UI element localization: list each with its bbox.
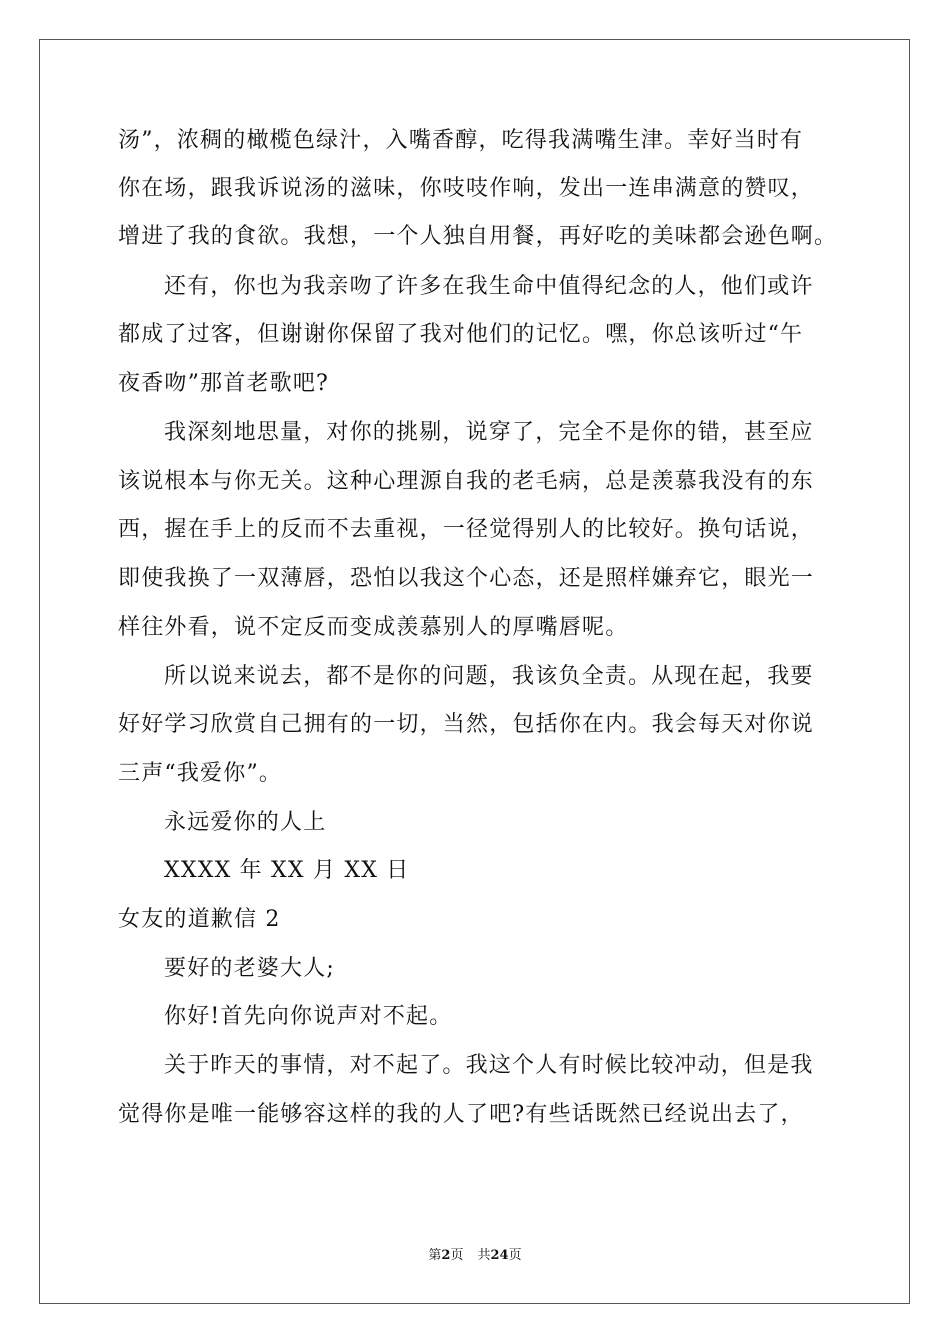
text-line: 夜香吻”那首老歌吧? (118, 371, 330, 396)
total-page-count: 24 (490, 1248, 509, 1263)
date-line: XXXX 年 XX 月 XX 日 (164, 858, 410, 883)
text-line: 还有，你也为我亲吻了许多在我生命中值得纪念的人，他们或许 (164, 274, 814, 299)
text-line: 该说根本与你无关。这种心理源自我的老毛病，总是羡慕我没有的东 (118, 469, 815, 494)
salutation-line: 要好的老婆大人; (164, 956, 336, 981)
page-unit: 页 (450, 1248, 464, 1263)
current-page-number: 2 (441, 1248, 451, 1263)
text-line: 关于昨天的事情，对不起了。我这个人有时候比较冲动，但是我 (164, 1053, 814, 1078)
total-unit: 页 (508, 1248, 522, 1263)
text-line: 好好学习欣赏自己拥有的一切，当然，包括你在内。我会每天对你说 (118, 712, 815, 737)
text-line: 汤”，浓稠的橄榄色绿汁，入嘴香醇，吃得我满嘴生津。幸好当时有 (118, 128, 804, 153)
text-line: 所以说来说去，都不是你的问题，我该负全责。从现在起，我要 (164, 664, 814, 689)
text-line: 你在场，跟我诉说汤的滋味，你吱吱作响，发出一连串满意的赞叹， (118, 176, 815, 201)
signature-line: 永远爱你的人上 (164, 810, 327, 835)
total-prefix: 共 (477, 1248, 491, 1263)
text-line: 都成了过客，但谢谢你保留了我对他们的记忆。嘿，你总该听过“午 (118, 322, 804, 347)
text-line: 我深刻地思量，对你的挑剔，说穿了，完全不是你的错，甚至应 (164, 420, 814, 445)
text-line: 三声“我爱你”。 (118, 761, 283, 786)
text-line: 觉得你是唯一能够容这样的我的人了吧?有些话既然已经说出去了， (118, 1102, 804, 1127)
page-prefix: 第 (428, 1248, 442, 1263)
text-line: 即使我换了一双薄唇，恐怕以我这个心态，还是照样嫌弃它，眼光一 (118, 566, 815, 591)
page-footer (0, 1244, 950, 1263)
text-line: 你好!首先向你说声对不起。 (164, 1004, 453, 1029)
text-line: 样往外看，说不定反而变成羡慕别人的厚嘴唇呢。 (118, 615, 629, 640)
text-line: 西，握在手上的反而不去重视，一径觉得别人的比较好。换句话说， (118, 517, 815, 542)
section-heading: 女友的道歉信 2 (118, 907, 281, 932)
text-line: 增进了我的食欲。我想，一个人独自用餐，再好吃的美味都会逊色啊。 (118, 224, 838, 249)
